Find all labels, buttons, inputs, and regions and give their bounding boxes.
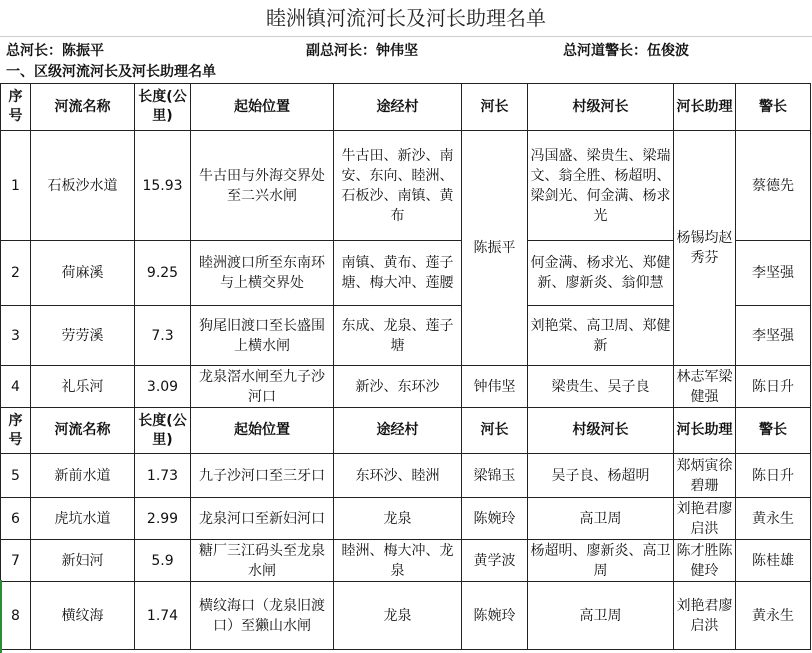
header-length: 长度(公里) [135,84,191,131]
header-start: 起始位置 [191,408,334,454]
header-seq: 序号 [1,408,31,454]
cell-length: 5.9 [135,540,191,582]
cell-seq: 6 [1,498,31,540]
cell-seq: 8 [1,582,31,650]
cell-villages: 新沙、东环沙 [334,366,462,408]
cell-police: 陈桂雄 [736,540,811,582]
table-row [1,366,811,408]
header-name: 河流名称 [31,408,135,454]
cell-village-chief: 高卫周 [528,582,674,650]
cell-seq: 5 [1,454,31,498]
header-chief: 河长 [462,408,528,454]
cell-chief: 陈婉玲 [462,498,528,540]
cell-villages: 龙泉 [334,582,462,650]
cell-assistant: 刘艳君廖启洪 [674,498,736,540]
cell-village-chief: 梁贵生、吴子良 [528,366,674,408]
cell-police: 黄永生 [736,498,811,540]
header-length: 长度(公里) [135,408,191,454]
cell-name: 礼乐河 [31,366,135,408]
cell-village-chief: 吴子良、杨超明 [528,454,674,498]
cell-seq: 7 [1,540,31,582]
cell-length: 9.25 [135,241,191,306]
cell-village-chief: 刘艳棠、高卫周、郑健新 [528,306,674,366]
cell-villages: 南镇、黄布、莲子塘、梅大冲、莲腰 [334,241,462,306]
section-title: 一、区级河流河长及河长助理名单 [6,64,216,80]
cell-assistant: 刘艳君廖启洪 [674,582,736,650]
cell-police: 黄永生 [736,582,811,650]
cell-length: 15.93 [135,131,191,241]
cell-length: 2.99 [135,498,191,540]
cell-chief: 黄学波 [462,540,528,582]
cell-villages: 牛古田、新沙、南安、东向、睦洲、石板沙、南镇、黄布 [334,131,462,241]
cell-start: 龙泉滘水闸至九子沙河口 [191,366,334,408]
cell-assistant: 林志军梁健强 [674,366,736,408]
cell-village-chief: 冯国盛、梁贵生、梁瑞文、翁全胜、杨超明、梁剑光、何金满、杨求光 [528,131,674,241]
cell-name: 劳劳溪 [31,306,135,366]
header-villages: 途经村 [334,84,462,131]
cell-start: 横纹海口（龙泉旧渡口）至獭山水闸 [191,582,334,650]
cell-chief: 钟伟坚 [462,366,528,408]
cell-police: 陈日升 [736,454,811,498]
cell-length: 1.74 [135,582,191,650]
cell-assistant: 杨锡均赵秀芬 [674,131,736,366]
cell-length: 3.09 [135,366,191,408]
header-row [1,408,811,454]
cell-seq: 1 [1,131,31,241]
cell-chief: 梁锦玉 [462,454,528,498]
table-row [1,131,811,241]
cell-villages: 睦洲、梅大冲、龙泉 [334,540,462,582]
cell-start: 睦洲渡口所至东南环与上横交界处 [191,241,334,306]
cell-police: 陈日升 [736,366,811,408]
cell-seq: 2 [1,241,31,306]
cell-police: 李坚强 [736,241,811,306]
cell-seq: 4 [1,366,31,408]
header-villages: 途经村 [334,408,462,454]
table-row [1,454,811,498]
header-name: 河流名称 [31,84,135,131]
header-assistant: 河长助理 [674,84,736,131]
chief-summary [0,36,812,61]
river-table [0,83,811,650]
cell-villages: 龙泉 [334,498,462,540]
header-seq: 序号 [1,84,31,131]
cell-police: 李坚强 [736,306,811,366]
cell-name: 石板沙水道 [31,131,135,241]
cell-villages: 东环沙、睦洲 [334,454,462,498]
cell-seq: 3 [1,306,31,366]
cell-assistant: 陈才胜陈健玲 [674,540,736,582]
cell-chief: 陈婉玲 [462,582,528,650]
cell-start: 糖厂三江码头至龙泉水闸 [191,540,334,582]
cell-assistant: 郑炳寅徐碧珊 [674,454,736,498]
cell-villages: 东成、龙泉、莲子塘 [334,306,462,366]
table-row [1,498,811,540]
cell-name: 新妇河 [31,540,135,582]
cell-police: 蔡德先 [736,131,811,241]
page-title: 睦洲镇河流河长及河长助理名单 [266,6,546,30]
table-row [1,540,811,582]
selection-edge-marker [0,580,2,653]
cell-chief: 陈振平 [462,131,528,366]
header-start: 起始位置 [191,84,334,131]
header-police: 警长 [736,84,811,131]
cell-start: 牛古田与外海交界处至二兴水闸 [191,131,334,241]
cell-start: 龙泉河口至新妇河口 [191,498,334,540]
header-assistant: 河长助理 [674,408,736,454]
cell-village-chief: 高卫周 [528,498,674,540]
cell-length: 7.3 [135,306,191,366]
table-row [1,582,811,650]
header-police: 警长 [736,408,811,454]
cell-village-chief: 杨超明、廖新炎、高卫周 [528,540,674,582]
cell-start: 狗尾旧渡口至长盛围上横水闸 [191,306,334,366]
cell-name: 横纹海 [31,582,135,650]
chief-name: 总河长：陈振平 [6,43,104,59]
header-village-chief: 村级河长 [528,408,674,454]
cell-start: 九子沙河口至三牙口 [191,454,334,498]
cell-length: 1.73 [135,454,191,498]
police-chief-name: 总河道警长：伍俊波 [563,43,689,59]
cell-name: 虎坑水道 [31,498,135,540]
header-village-chief: 村级河长 [528,84,674,131]
cell-name: 新前水道 [31,454,135,498]
deputy-chief-name: 副总河长：钟伟坚 [306,43,418,59]
cell-name: 荷麻溪 [31,241,135,306]
header-chief: 河长 [462,84,528,131]
cell-village-chief: 何金满、杨求光、郑健新、廖新炎、翁仰慧 [528,241,674,306]
header-row [1,84,811,131]
